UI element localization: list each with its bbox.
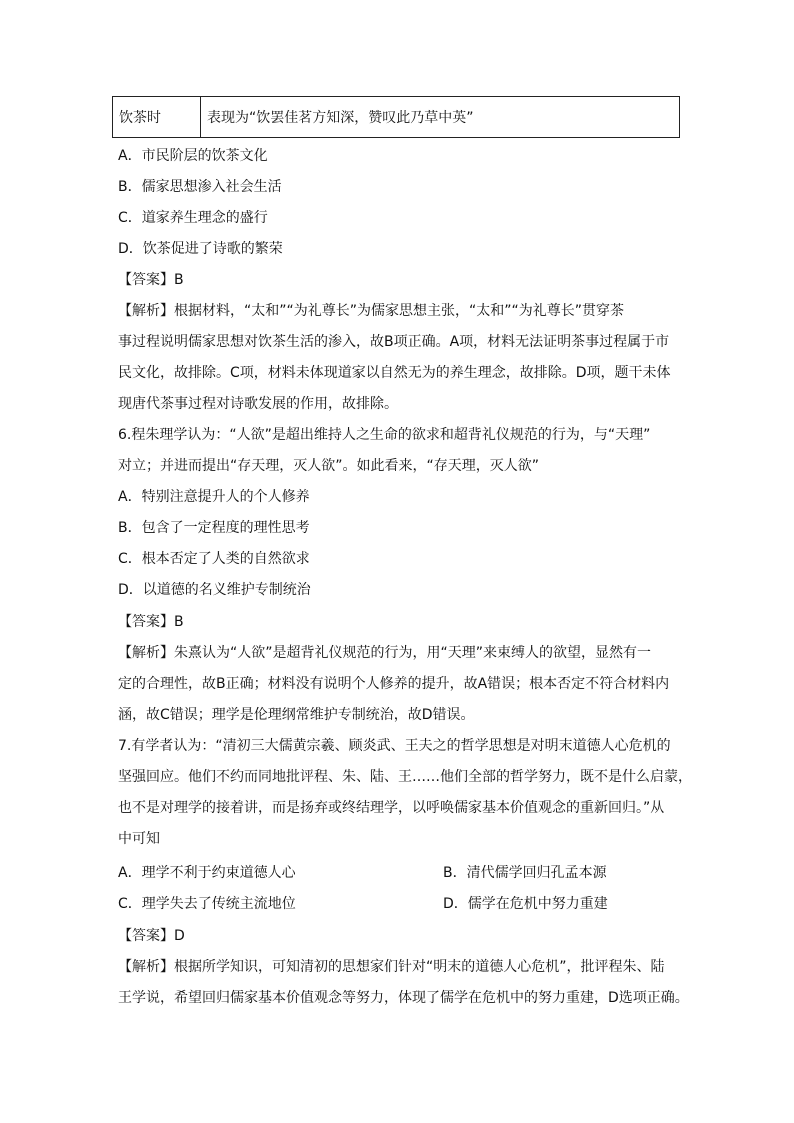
q7-option-a: A．理学不利于约束道德人心 bbox=[118, 865, 296, 881]
q6-analysis-line: 涵，故C错误；理学是伦理纲常维护专制统治，故D错误。 bbox=[118, 707, 475, 723]
q5-analysis-line: 事过程说明儒家思想对饮茶生活的渗入，故B项正确。A项，材料无法证明茶事过程属于市 bbox=[118, 334, 670, 350]
q5-option-a: A．市民阶层的饮茶文化 bbox=[118, 148, 268, 164]
q6-stem-line: 6.程朱理学认为：“人欲”是超出维持人之生命的欲求和超背礼仪规范的行为，与“天理” bbox=[118, 427, 651, 443]
q5-analysis-line: 【解析】根据材料，“太和”“为礼尊长”为儒家思想主张，“太和”“为礼尊长”贯穿茶 bbox=[118, 303, 625, 319]
q7-stem-line: 也不是对理学的接着讲，而是扬弃或终结理学，以呼唤儒家基本价值观念的重新回归。”从 bbox=[118, 800, 665, 816]
q7-option-b: B．清代儒学回归孔孟本源 bbox=[443, 865, 607, 881]
q5-analysis-line: 民文化，故排除。C项，材料未体现道家以自然无为的养生理念，故排除。D项，题干未体 bbox=[118, 365, 671, 381]
q7-stem-line: 中可知 bbox=[118, 831, 160, 847]
q6-option-d: D．以道德的名义维护专制统治 bbox=[118, 582, 311, 598]
q5-option-d: D．饮茶促进了诗歌的繁荣 bbox=[118, 241, 283, 257]
material-table bbox=[112, 96, 680, 138]
q5-option-b: B．儒家思想渗入社会生活 bbox=[118, 179, 282, 195]
table-content-cell: 表现为“饮罢佳茗方知深，赞叹此乃草中英” bbox=[207, 110, 474, 126]
q7-stem-line: 坚强回应。他们不约而同地批评程、朱、陆、王……他们全部的哲学努力，既不是什么启蒙， bbox=[118, 769, 692, 785]
q7-answer: 【答案】D bbox=[118, 928, 185, 944]
q7-analysis-line: 【解析】根据所学知识，可知清初的思想家们针对“明末的道德人心危机”，批评程朱、陆 bbox=[118, 959, 665, 975]
q6-option-c: C．根本否定了人类的自然欲求 bbox=[118, 551, 310, 567]
q6-option-a: A．特别注意提升人的个人修养 bbox=[118, 489, 310, 505]
q7-stem-line: 7.有学者认为：“清初三大儒黄宗羲、顾炎武、王夫之的哲学思想是对明末道德人心危机的 bbox=[118, 738, 671, 754]
table-label-cell: 饮茶时 bbox=[113, 97, 201, 137]
q5-analysis-line: 现唐代茶事过程对诗歌发展的作用，故排除。 bbox=[118, 396, 398, 412]
q6-stem-line: 对立；并进而提出“存天理，灭人欲”。如此看来，“存天理，灭人欲” bbox=[118, 458, 540, 474]
q7-option-d: D．儒学在危机中努力重建 bbox=[443, 896, 608, 912]
q6-option-b: B．包含了一定程度的理性思考 bbox=[118, 520, 310, 536]
q7-analysis-line: 王学说，希望回归儒家基本价值观念等努力，体现了儒学在危机中的努力重建，D选项正确。 bbox=[118, 990, 689, 1006]
q6-answer: 【答案】B bbox=[118, 614, 184, 630]
q5-option-c: C．道家养生理念的盛行 bbox=[118, 210, 268, 226]
q6-analysis-line: 定的合理性，故B正确；材料没有说明个人修养的提升，故A错误；根本否定不符合材料内 bbox=[118, 676, 670, 692]
q6-analysis-line: 【解析】朱熹认为“人欲”是超背礼仪规范的行为，用“天理”来束缚人的欲望，显然有一 bbox=[118, 645, 652, 661]
q7-option-c: C．理学失去了传统主流地位 bbox=[118, 896, 296, 912]
q5-answer: 【答案】B bbox=[118, 272, 184, 288]
